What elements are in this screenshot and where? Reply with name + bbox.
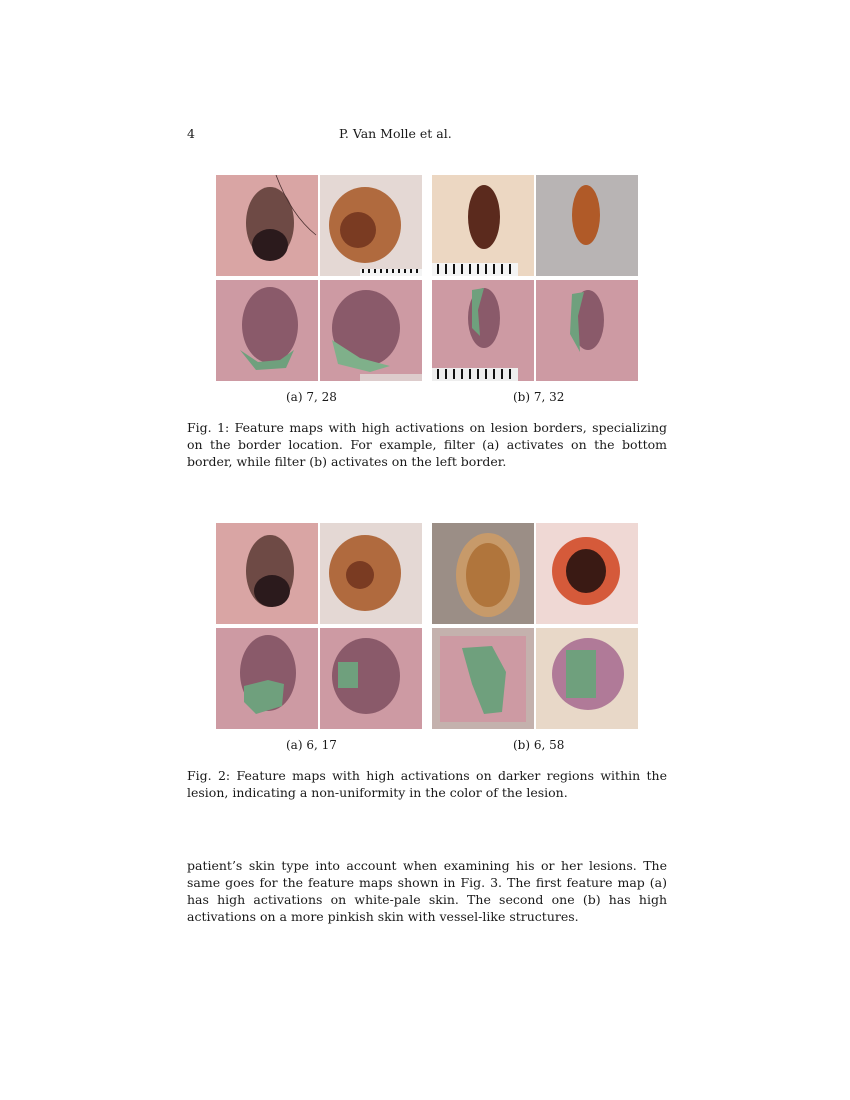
- figure-1-caption: Fig. 1: Feature maps with high activations on lesion borders, specializing on the border location. For example, filter (a) activates on the bottom border, while filter (b) activates on the left border.: [187, 420, 667, 469]
- figure-1-image-grid: [216, 175, 638, 381]
- fig2-b-feature-map-2: [536, 628, 638, 729]
- figure-2-image-grid: [216, 523, 638, 729]
- fig2-b-feature-map-1: [432, 628, 534, 729]
- fig1-a-lesion-image-2: [320, 175, 422, 276]
- fig1-subcaption-a: (a) 7, 28: [286, 390, 337, 404]
- fig1-b-feature-map-2: [536, 280, 638, 381]
- page-number: 4: [187, 126, 195, 141]
- figure-1: [216, 175, 638, 404]
- running-head: P. Van Molle et al.: [339, 126, 452, 141]
- fig1-a-lesion-image-1: [216, 175, 318, 276]
- fig1-b-feature-map-1: [432, 280, 534, 381]
- fig2-a-lesion-image-2: [320, 523, 422, 624]
- fig2-subcaption-b: (b) 6, 58: [513, 738, 565, 752]
- fig2-a-lesion-image-1: [216, 523, 318, 624]
- fig1-a-feature-map-1: [216, 280, 318, 381]
- fig1-b-lesion-image-2: [536, 175, 638, 276]
- fig2-b-lesion-image-1: [432, 523, 534, 624]
- fig1-subcaption-b: (b) 7, 32: [513, 390, 565, 404]
- fig2-b-lesion-image-2: [536, 523, 638, 624]
- fig2-a-feature-map-1: [216, 628, 318, 729]
- body-paragraph: patient’s skin type into account when examining his or her lesions. The same goes for the feature maps shown in Fig. 3. The first feature map (a) has high activations on white-pale skin. The second one (b) has high activations on a more pinkish skin with vessel-like structures.: [187, 858, 667, 924]
- fig1-a-feature-map-2: [320, 280, 422, 381]
- fig2-subcaption-a: (a) 6, 17: [286, 738, 337, 752]
- figure-2-caption: Fig. 2: Feature maps with high activations on darker regions within the lesion, indicating a non-uniformity in the color of the lesion.: [187, 768, 667, 800]
- figure-2: [216, 523, 638, 752]
- fig1-b-lesion-image-1: [432, 175, 534, 276]
- fig2-a-feature-map-2: [320, 628, 422, 729]
